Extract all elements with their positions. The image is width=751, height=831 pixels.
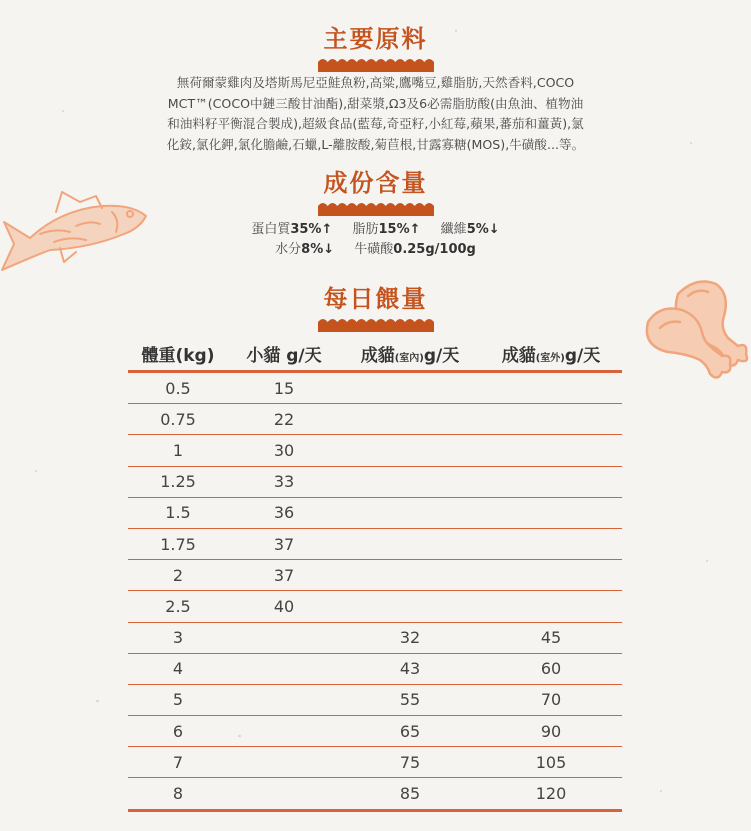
table-row xyxy=(128,373,622,404)
cell-weight: 0.5 xyxy=(165,378,191,398)
ingredients-text xyxy=(118,73,633,155)
cell-weight: 2 xyxy=(172,565,184,585)
header-indoor-note: (室內) xyxy=(394,353,424,364)
nutrition-moisture xyxy=(275,240,334,260)
table-row xyxy=(128,560,622,591)
feeding-table xyxy=(128,337,622,812)
cell-adult-outdoor: 45 xyxy=(540,628,562,648)
fat-label: 脂肪 xyxy=(352,222,379,237)
cell-weight: 5 xyxy=(172,690,184,710)
cell-adult-indoor: 75 xyxy=(399,752,421,772)
cell-adult-outdoor: 60 xyxy=(540,659,562,679)
cell-weight: 1.25 xyxy=(160,472,196,492)
wave-divider-icon xyxy=(318,316,434,332)
ingredients-title: 主要原料 xyxy=(323,25,428,53)
cell-adult-indoor: 32 xyxy=(399,628,421,648)
cell-kitten: 36 xyxy=(273,503,295,523)
ingredients-line: 和油料籽平衡混合製成),超級食品(藍莓,奇亞籽,小紅莓,蘋果,蕃茄和薑黃),氯 xyxy=(167,116,584,131)
cell-weight: 7 xyxy=(172,752,184,772)
fiber-label: 纖維 xyxy=(440,222,467,237)
header-outdoor-prefix: 成貓 xyxy=(501,346,536,366)
nutrition-fiber xyxy=(441,220,500,240)
cell-weight: 2.5 xyxy=(165,596,191,616)
ingredients-line: 化銨,氯化鉀,氯化膽鹼,石蠟,L-離胺酸,菊苣根,甘露寡糖(MOS),牛磺酸...等。 xyxy=(166,136,585,152)
taurine-value: 0.25g/100g xyxy=(393,242,476,257)
cell-adult-indoor: 65 xyxy=(399,721,421,741)
cell-weight: 0.75 xyxy=(160,409,196,429)
header-indoor-prefix: 成貓 xyxy=(360,346,395,366)
cell-weight: 8 xyxy=(172,784,184,804)
cell-weight: 3 xyxy=(172,628,184,648)
cell-weight: 1.75 xyxy=(160,534,196,554)
cell-weight: 1 xyxy=(172,440,184,460)
cell-kitten: 33 xyxy=(273,472,295,492)
table-row xyxy=(128,467,622,498)
cell-weight: 6 xyxy=(172,721,184,741)
moisture-value: 8%↓ xyxy=(301,242,335,257)
table-row xyxy=(128,498,622,529)
taurine-label: 牛磺酸 xyxy=(354,242,394,257)
protein-value: 35%↑ xyxy=(290,222,333,237)
cell-kitten: 22 xyxy=(273,409,295,429)
fat-value: 15%↑ xyxy=(378,222,421,237)
nutrition-protein xyxy=(251,220,332,240)
table-row xyxy=(128,747,622,778)
nutrition-fat xyxy=(353,220,421,240)
cell-kitten: 15 xyxy=(273,378,295,398)
header-kitten: 小貓 g/天 xyxy=(246,346,322,366)
cell-adult-outdoor: 70 xyxy=(540,690,562,710)
table-row xyxy=(128,591,622,622)
table-row xyxy=(128,404,622,435)
header-adult-indoor xyxy=(340,341,480,366)
wave-divider-icon xyxy=(318,56,434,72)
feeding-title: 每日餵量 xyxy=(323,285,428,313)
moisture-label: 水分 xyxy=(275,242,302,257)
cell-kitten: 30 xyxy=(273,440,295,460)
table-row xyxy=(128,778,622,811)
chicken-drumstick-icon xyxy=(638,276,750,384)
protein-label: 蛋白質 xyxy=(251,222,291,237)
header-indoor-suffix: g/天 xyxy=(423,346,460,366)
cell-kitten: 40 xyxy=(273,596,295,616)
nutrition-taurine xyxy=(354,240,476,260)
cell-kitten: 37 xyxy=(273,565,295,585)
table-body xyxy=(128,373,622,812)
cell-adult-outdoor: 120 xyxy=(535,784,567,804)
cell-adult-outdoor: 105 xyxy=(535,752,567,772)
cell-adult-indoor: 43 xyxy=(399,659,421,679)
nutrition-title: 成份含量 xyxy=(323,169,428,197)
header-outdoor-note: (室外) xyxy=(535,353,565,364)
wave-divider-icon xyxy=(318,200,434,216)
cell-weight: 1.5 xyxy=(165,503,191,523)
ingredients-section-title xyxy=(0,24,751,72)
cell-adult-outdoor: 90 xyxy=(540,721,562,741)
table-row xyxy=(128,529,622,560)
ingredients-line: 無荷爾蒙雞肉及塔斯馬尼亞鮭魚粉,高粱,鷹嘴豆,雞脂肪,天然香料,COCO xyxy=(176,75,575,90)
cell-adult-indoor: 85 xyxy=(399,784,421,804)
cell-adult-indoor: 55 xyxy=(399,690,421,710)
table-row xyxy=(128,685,622,716)
table-row xyxy=(128,716,622,747)
ingredients-line: MCT™(COCO中鏈三酸甘油酯),甜菜漿,Ω3及6必需脂肪酸(由魚油、植物油 xyxy=(167,95,584,111)
table-row xyxy=(128,654,622,685)
cell-weight: 4 xyxy=(172,659,184,679)
table-row xyxy=(128,623,622,654)
table-row xyxy=(128,435,622,466)
fish-icon xyxy=(0,182,150,274)
header-weight: 體重(kg) xyxy=(141,346,215,366)
table-header xyxy=(128,337,622,373)
header-outdoor-suffix: g/天 xyxy=(564,346,601,366)
header-adult-outdoor xyxy=(480,341,622,366)
cell-kitten: 37 xyxy=(273,534,295,554)
fiber-value: 5%↓ xyxy=(466,222,500,237)
